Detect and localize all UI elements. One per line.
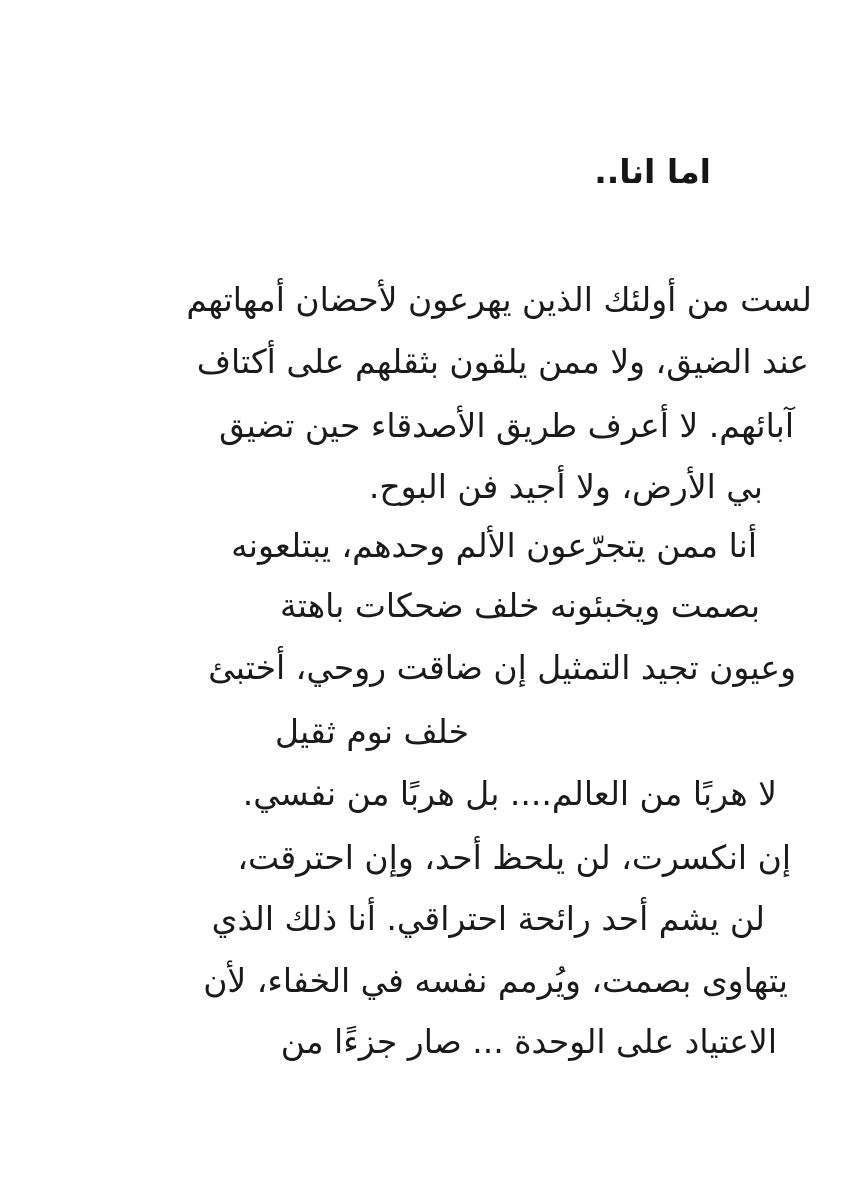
text-line: لن يشم أحد رائحة احتراقي. أنا ذلك الذي bbox=[211, 899, 765, 938]
text-line: بصمت ويخبئونه خلف ضحكات باهتة bbox=[280, 586, 760, 625]
text-line: لا هربًا من العالم.... بل هربًا من نفسي. bbox=[242, 774, 777, 813]
text-line: آبائهم. لا أعرف طريق الأصدقاء حين تضيق bbox=[219, 406, 794, 445]
text-line: يتهاوى بصمت، ويُرمم نفسه في الخفاء، لأن bbox=[203, 961, 788, 1000]
text-line: إن انكسرت، لن يلحظ أحد، وإن احترقت، bbox=[237, 838, 791, 877]
text-line: لست من أولئك الذين يهرعون لأحضان أمهاتهم bbox=[186, 280, 812, 319]
text-line: عند الضيق، ولا ممن يلقون بثقلهم على أكتاف bbox=[196, 342, 809, 381]
text-line: بي الأرض، ولا أجيد فن البوح. bbox=[368, 467, 763, 506]
text-line: الاعتياد على الوحدة ... صار جزءًا من bbox=[280, 1022, 777, 1061]
text-line: وعيون تجيد التمثيل إن ضاقت روحي، أختبئ bbox=[208, 648, 796, 687]
text-line: أنا ممن يتجرّعون الألم وحدهم، يبتلعونه bbox=[231, 526, 757, 565]
page-title: اما انا.. bbox=[594, 152, 711, 191]
text-line: خلف نوم ثقيل bbox=[275, 712, 469, 751]
